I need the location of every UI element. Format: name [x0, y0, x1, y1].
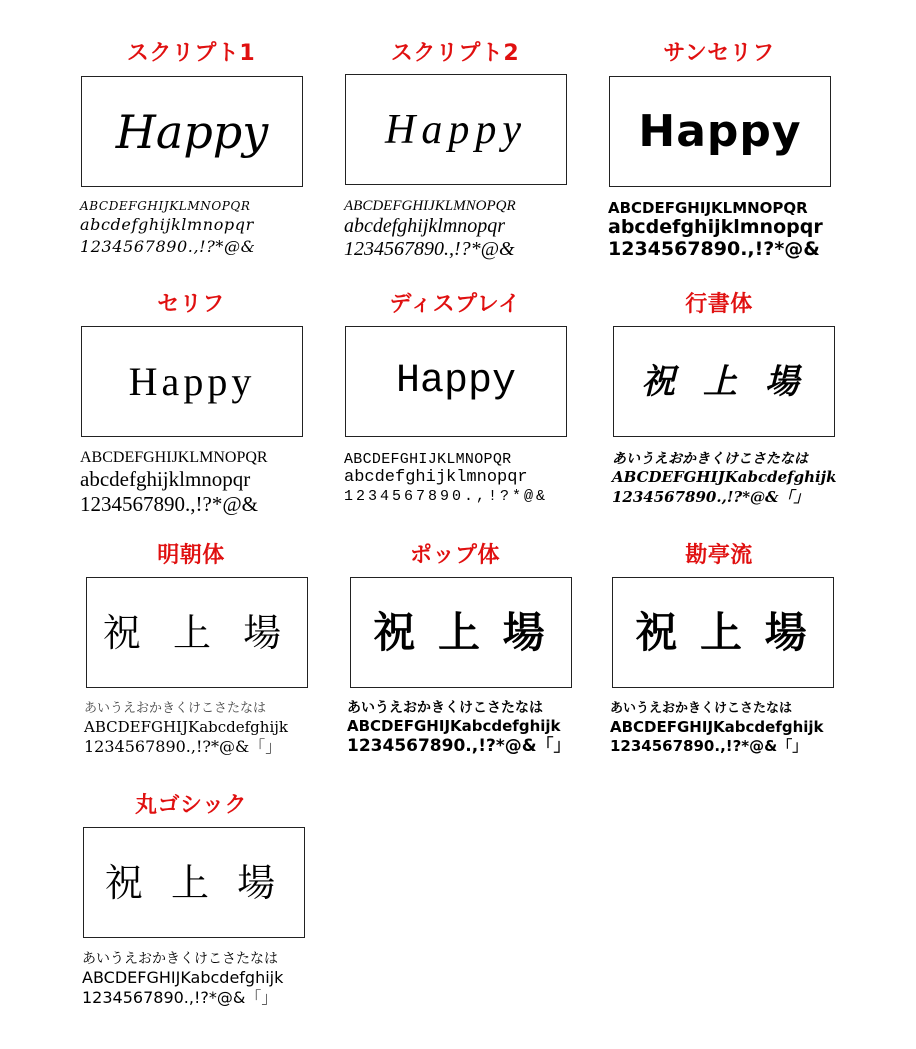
sample-box [86, 577, 308, 688]
sample-box [345, 74, 567, 185]
glyph-lines [347, 700, 571, 757]
font-title: ディスプレイ [389, 292, 521, 317]
glyph-line-lowercase: abcdefghijklmnopqr [608, 216, 823, 239]
font-sample-maru-gothic [56, 792, 326, 1022]
glyph-line-latin: ABCDEFGHIJKabcdefghijk [84, 717, 288, 736]
glyph-line-latin: ABCDEFGHIJKabcdefghijk [347, 717, 561, 736]
glyph-line-uppercase: ABCDEFGHIJKLMNOPQR [80, 199, 251, 213]
glyph-lines [344, 451, 548, 505]
glyph-line-numerals: 1234567890.,!?*@&「」 [84, 737, 282, 757]
glyph-line-numerals: 1234567890.,!?*@& [80, 491, 258, 516]
sample-text: Happy [128, 358, 256, 404]
font-title: 明朝体 [157, 543, 225, 568]
glyph-lines [80, 200, 255, 257]
glyph-line-latin: ABCDEFGHIJKabcdefghijk [610, 717, 824, 736]
glyph-line-lowercase: abcdefghijklmnopqr [80, 467, 251, 492]
glyph-line-uppercase: ABCDEFGHIJKLMNOPQR [344, 198, 516, 214]
glyph-lines [82, 951, 283, 1008]
glyph-lines [612, 451, 837, 507]
sample-text: Happy [385, 106, 527, 153]
glyph-line-numerals: 1234567890.,!?*@& [344, 238, 515, 261]
sample-text: Happy [115, 104, 269, 159]
sample-box [609, 76, 831, 187]
font-title: スクリプト2 [390, 41, 520, 66]
glyph-lines [84, 702, 288, 757]
glyph-line-uppercase: ABCDEFGHIJKLMNOPQR [344, 451, 512, 468]
sample-box [613, 326, 835, 437]
sample-box [81, 326, 303, 437]
glyph-line-kana: あいうえおかきくけこさたなは [610, 701, 793, 716]
font-sample-script2 [320, 40, 590, 270]
sample-text: 祝 上 場 [635, 607, 811, 657]
font-sample-sans-serif [584, 40, 854, 270]
font-title: 行書体 [685, 292, 753, 317]
font-sample-display [320, 291, 590, 521]
sample-box [612, 577, 834, 688]
glyph-line-lowercase: abcdefghijklmnopqr [344, 215, 506, 238]
glyph-lines [608, 200, 823, 261]
glyph-line-uppercase: ABCDEFGHIJKLMNOPQR [80, 449, 268, 466]
glyph-line-numerals: 1234567890.,!?*@&「」 [347, 736, 571, 757]
glyph-line-kana: あいうえおかきくけこさたなは [84, 701, 267, 716]
glyph-line-numerals: 1234567890.,!?*@&「」 [612, 488, 809, 507]
glyph-line-numerals: 1234567890.,!?*@&「」 [610, 737, 808, 756]
sample-text: Happy [395, 358, 517, 404]
sample-box [83, 827, 305, 938]
sample-text: 祝 上 場 [641, 361, 807, 402]
sample-box [81, 76, 303, 187]
font-sample-pop [320, 542, 590, 772]
font-title: 丸ゴシック [134, 793, 248, 818]
sample-text: 祝 上 場 [373, 607, 549, 657]
glyph-line-kana: あいうえおかきくけこさたなは [82, 951, 278, 967]
font-title: セリフ [157, 292, 225, 317]
font-sample-kanteiryu [584, 542, 854, 772]
sample-text: Happy [638, 105, 802, 157]
font-title: 勘亭流 [685, 543, 753, 568]
sample-text: 祝 上 場 [104, 860, 284, 905]
glyph-lines [344, 198, 516, 261]
sample-box [350, 577, 572, 688]
glyph-line-numerals: 1234567890.,!?*@& [344, 487, 549, 505]
glyph-line-kana: あいうえおかきくけこさたなは [612, 451, 808, 467]
glyph-line-uppercase: ABCDEFGHIJKLMNOPQR [608, 199, 808, 217]
font-title: サンセリフ [663, 41, 775, 66]
glyph-line-latin: ABCDEFGHIJKabcdefghijk [612, 468, 837, 487]
glyph-line-latin: ABCDEFGHIJKabcdefghijk [82, 968, 284, 988]
glyph-line-numerals: 1234567890.,!?*@& [608, 238, 820, 261]
font-title: スクリプト1 [126, 41, 256, 66]
glyph-lines [610, 702, 824, 755]
font-title: ポップ体 [409, 543, 500, 568]
glyph-line-numerals: 1234567890.,!?*@& [80, 237, 256, 257]
font-sample-serif [56, 291, 326, 521]
glyph-line-lowercase: abcdefghijklmnopqr [80, 214, 254, 234]
font-sample-mincho [56, 542, 326, 772]
glyph-line-numerals: 1234567890.,!?*@&「」 [82, 988, 278, 1008]
font-sample-gyosho [584, 291, 854, 521]
glyph-lines [80, 449, 268, 516]
glyph-line-kana: あいうえおかきくけこさたなは [347, 700, 543, 716]
sample-text: 祝 上 場 [102, 610, 292, 655]
sample-box [345, 326, 567, 437]
font-sample-script1 [56, 40, 326, 270]
glyph-line-lowercase: abcdefghijklmnopqr [344, 468, 528, 488]
